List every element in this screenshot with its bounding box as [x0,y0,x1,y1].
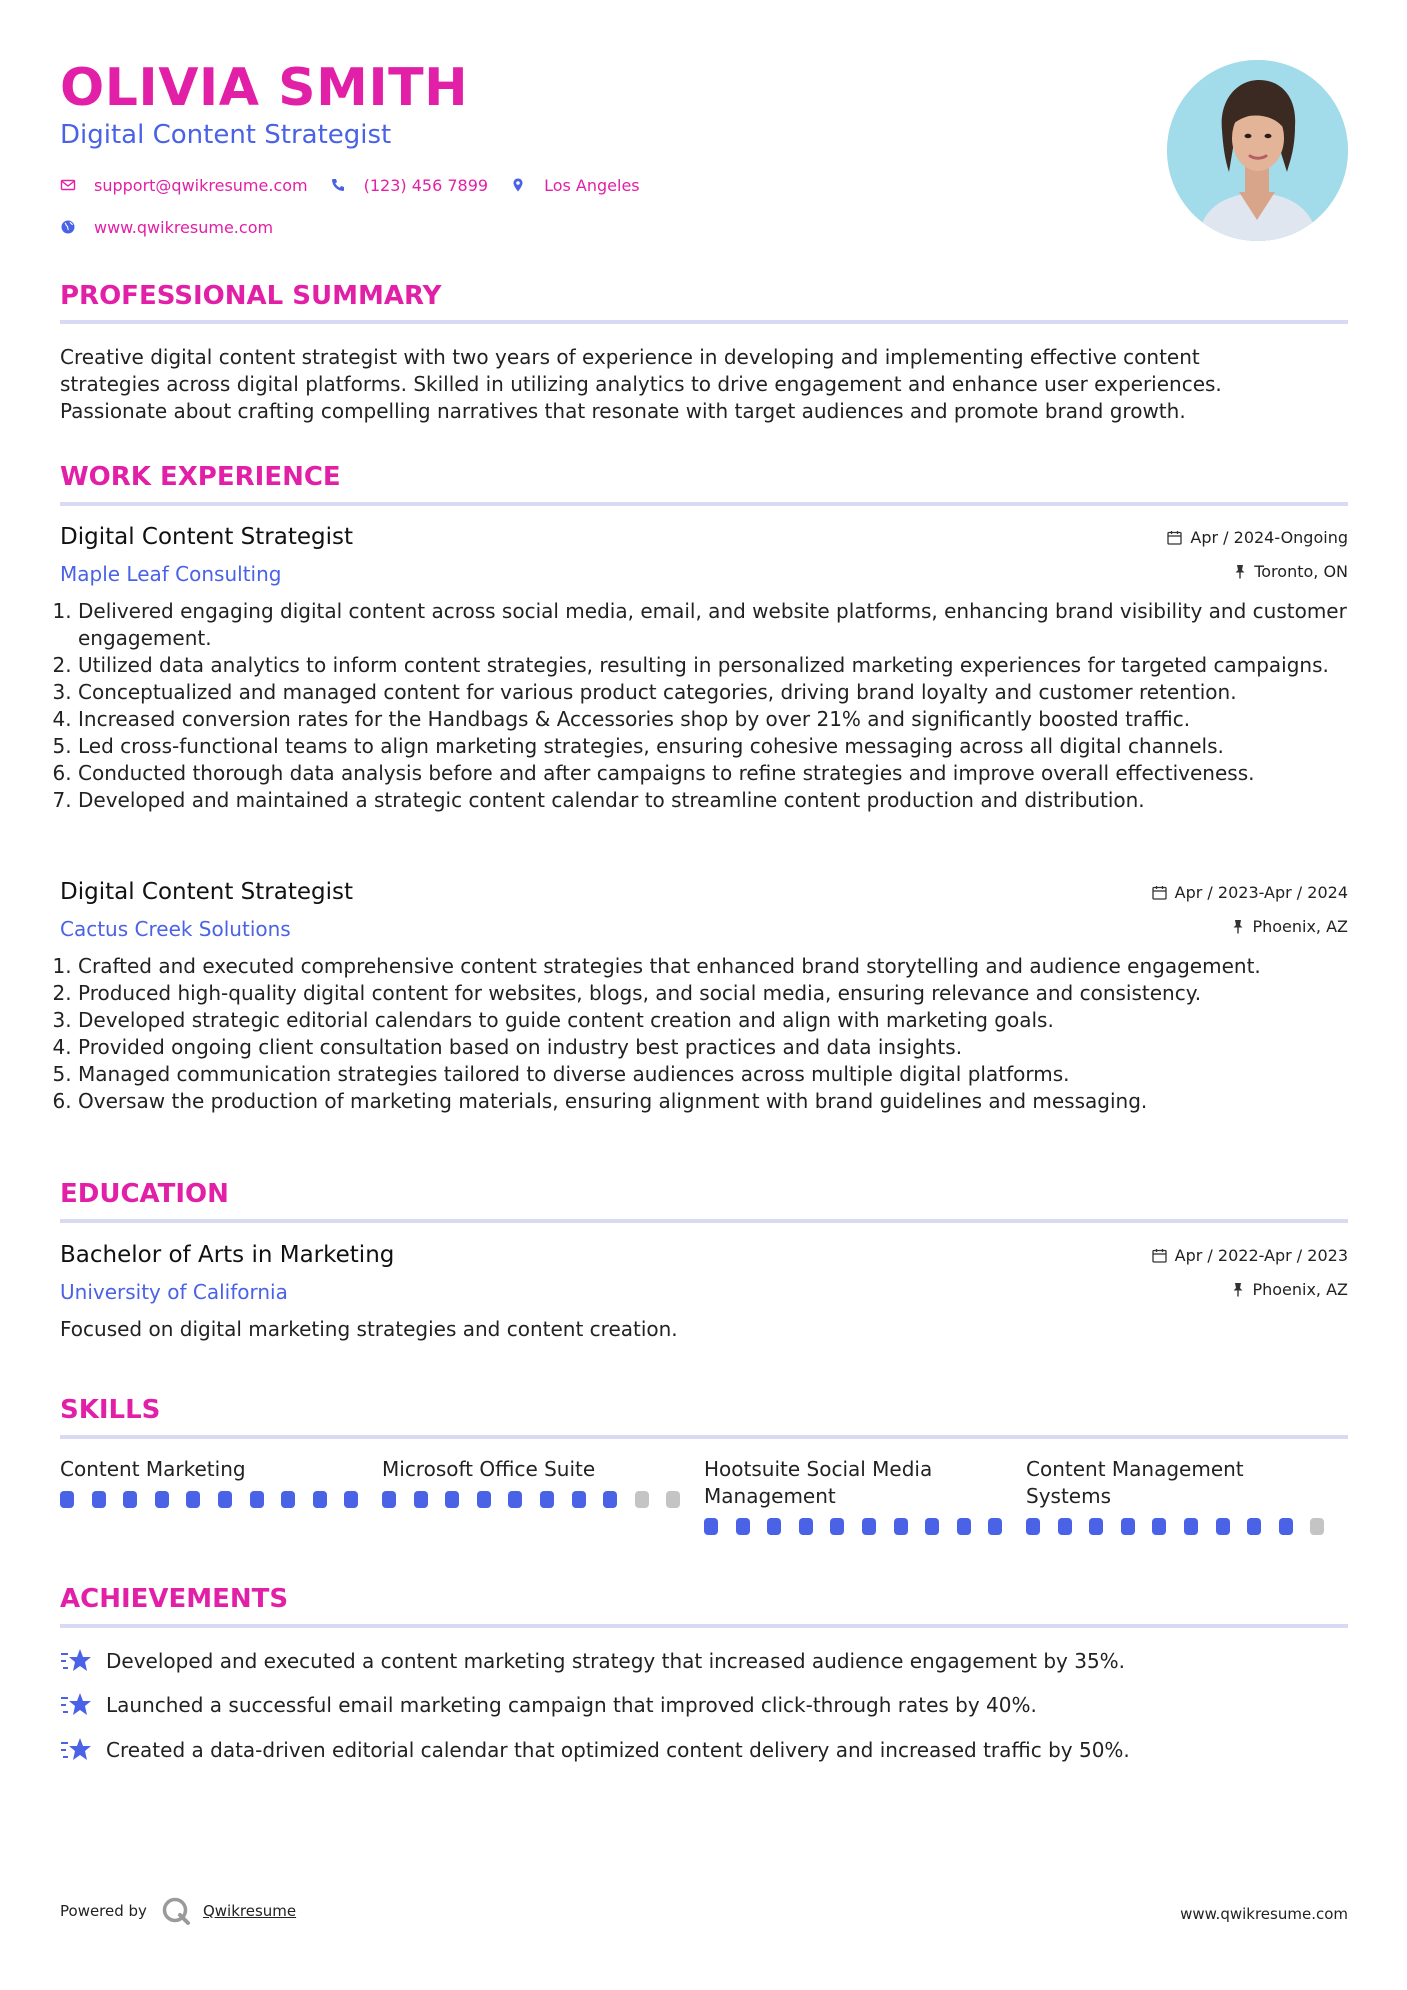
job-role: Digital Content Strategist [60,879,354,905]
skill-item [704,1456,1026,1535]
skill-dot-filled [1089,1518,1103,1535]
edu-description: Focused on digital marketing strategies and content creation. [60,1317,678,1341]
skill-dot-filled [767,1518,781,1535]
job-bullet: 6. Oversaw the production of marketing materials, ensuring alignment with brand guidelines and messaging. [78,1088,1348,1115]
edu-date-text: Apr / 2022-Apr / 2023 [1174,1246,1348,1265]
achievement-text: Developed and executed a content marketing strategy that increased audience engagement by 35%. [106,1649,1126,1673]
star-icon [60,1648,92,1674]
skill-item [382,1456,704,1535]
skill-dot-filled [1216,1518,1230,1535]
skill-dot-filled [508,1491,522,1508]
achievement-text: Launched a successful email marketing campaign that improved click-through rates by 40%. [106,1693,1037,1717]
achievement-text: Created a data-driven editorial calendar that optimized content delivery and increased traffic by 50%. [106,1738,1130,1762]
job-bullet: 4. Increased conversion rates for the Handbags & Accessories shop by over 21% and significantly boosted traffic. [78,706,1348,733]
contact-website[interactable]: www.qwikresume.com [94,217,274,237]
skill-dot-empty [666,1491,680,1508]
job-bullet: 6. Conducted thorough data analysis before and after campaigns to refine strategies and improve overall effectiveness. [78,760,1348,787]
achievement-item [60,1648,1348,1674]
skill-name: Content Marketing [60,1457,246,1481]
experience-entry [60,524,1348,814]
skill-dot-empty [1310,1518,1324,1535]
contact-email[interactable]: support@qwikresume.com [94,175,308,195]
skill-dot-filled [344,1491,358,1508]
candidate-title: Digital Content Strategist [60,120,392,150]
edu-location-text: Phoenix, AZ [1252,1280,1348,1299]
edu-location [1232,1280,1348,1299]
envelope-icon [60,177,76,193]
map-pin-icon [510,177,526,193]
experience-entry [60,879,1348,1115]
skill-dot-empty [635,1491,649,1508]
calendar-icon [1167,530,1182,545]
section-title-education: EDUCATION [60,1179,229,1209]
skill-name: Hootsuite Social Media Management [704,1457,933,1508]
job-bullet: 4. Provided ongoing client consultation based on industry best practices and data insights. [78,1034,1348,1061]
summary-text [60,344,1348,425]
skill-dot-filled [830,1518,844,1535]
skill-dot-filled [925,1518,939,1535]
contact-location: Los Angeles [544,175,640,195]
section-title-summary: PROFESSIONAL SUMMARY [60,281,442,311]
skills-list [60,1456,1348,1535]
skill-dot-filled [1184,1518,1198,1535]
job-company: Maple Leaf Consulting [60,562,282,586]
footer-brand-link[interactable]: Qwikresume [202,1902,297,1920]
skill-dot-filled [123,1491,137,1508]
skill-dot-filled [313,1491,327,1508]
skill-name: Microsoft Office Suite [382,1457,596,1481]
job-bullet: 2. Produced high-quality digital content for websites, blogs, and social media, ensuring relevance and consistency. [78,980,1348,1007]
job-bullet: 3. Conceptualized and managed content for various product categories, driving brand loyalty and customer retention. [78,679,1348,706]
skill-dot-filled [894,1518,908,1535]
skill-dot-filled [382,1491,396,1508]
section-divider [60,320,1348,324]
section-title-achievements: ACHIEVEMENTS [60,1584,289,1614]
skill-rating [1026,1518,1348,1535]
footer-powered-by [60,1896,296,1926]
skill-dot-filled [1121,1518,1135,1535]
pushpin-icon [1232,919,1244,934]
achievement-item [60,1692,1348,1718]
skill-rating [704,1518,1026,1535]
summary-line: strategies across digital platforms. Skilled in utilizing analytics to drive engagement and enhance user experiences. [60,372,1222,396]
skill-dot-filled [799,1518,813,1535]
powered-by-label: Powered by [60,1902,147,1920]
phone-icon [330,177,346,193]
section-divider [60,1219,1348,1223]
job-bullets [60,953,1348,1115]
skill-dot-filled [540,1491,554,1508]
skill-dot-filled [988,1518,1002,1535]
skill-dot-filled [186,1491,200,1508]
profile-photo [1167,60,1348,241]
job-company: Cactus Creek Solutions [60,917,291,941]
skill-dot-filled [704,1518,718,1535]
section-divider [60,1624,1348,1628]
skill-dot-filled [1279,1518,1293,1535]
edu-degree: Bachelor of Arts in Marketing [60,1242,395,1268]
star-icon [60,1737,92,1763]
job-bullet: 5. Managed communication strategies tailored to diverse audiences across multiple digital platforms. [78,1061,1348,1088]
job-role: Digital Content Strategist [60,524,354,550]
summary-line: Passionate about crafting compelling narratives that resonate with target audiences and promote brand growth. [60,399,1186,423]
section-title-experience: WORK EXPERIENCE [60,462,341,492]
pushpin-icon [1232,1282,1244,1297]
section-divider [60,502,1348,506]
job-bullet: 1. Delivered engaging digital content across social media, email, and website platforms, enhancing brand visibility and customer engagement. [78,598,1348,652]
job-bullet: 7. Developed and maintained a strategic content calendar to streamline content production and distribution. [78,787,1348,814]
job-bullets [60,598,1348,814]
calendar-icon [1152,885,1167,900]
education-entry [60,1242,1348,1343]
qwikresume-logo-icon [161,1896,191,1926]
edu-date [1152,1246,1348,1265]
skill-dot-filled [477,1491,491,1508]
job-date [1152,883,1348,902]
skill-dot-filled [92,1491,106,1508]
contact-phone[interactable]: (123) 456 7899 [363,175,489,195]
skill-dot-filled [281,1491,295,1508]
job-location-text: Phoenix, AZ [1252,917,1348,936]
portrait-illustration [1167,60,1348,241]
skill-name: Content Management Systems [1026,1457,1244,1508]
achievement-item [60,1737,1348,1763]
job-bullet: 2. Utilized data analytics to inform content strategies, resulting in personalized marketing experiences for targeted campaigns. [78,652,1348,679]
job-location [1232,917,1348,936]
calendar-icon [1152,1248,1167,1263]
job-bullet: 1. Crafted and executed comprehensive content strategies that enhanced brand storytelling and audience engagement. [78,953,1348,980]
job-date-text: Apr / 2024-Ongoing [1190,528,1348,547]
job-date-text: Apr / 2023-Apr / 2024 [1174,883,1348,902]
job-date [1167,528,1348,547]
skill-dot-filled [603,1491,617,1508]
skill-dot-filled [60,1491,74,1508]
skill-dot-filled [414,1491,428,1508]
skill-dot-filled [572,1491,586,1508]
skill-dot-filled [957,1518,971,1535]
skill-dot-filled [862,1518,876,1535]
job-location [1234,562,1348,581]
skill-dot-filled [250,1491,264,1508]
star-icon [60,1692,92,1718]
skill-dot-filled [155,1491,169,1508]
skill-dot-filled [736,1518,750,1535]
job-location-text: Toronto, ON [1254,562,1348,581]
skill-dot-filled [218,1491,232,1508]
section-divider [60,1435,1348,1439]
skill-item [60,1456,382,1535]
candidate-name: OLIVIA SMITH [60,58,469,118]
skill-item [1026,1456,1348,1535]
skill-rating [382,1491,704,1508]
skill-rating [60,1491,382,1508]
globe-icon [60,219,76,235]
footer-website[interactable]: www.qwikresume.com [1180,1905,1348,1923]
skill-dot-filled [1058,1518,1072,1535]
summary-line: Creative digital content strategist with two years of experience in developing and implementing effective content [60,345,1200,369]
edu-school: University of California [60,1280,288,1304]
skill-dot-filled [1247,1518,1261,1535]
job-bullet: 5. Led cross-functional teams to align marketing strategies, ensuring cohesive messaging across all digital channels. [78,733,1348,760]
section-title-skills: SKILLS [60,1395,161,1425]
contact-info [60,174,662,258]
skill-dot-filled [1026,1518,1040,1535]
skill-dot-filled [1152,1518,1166,1535]
pushpin-icon [1234,564,1246,579]
skill-dot-filled [445,1491,459,1508]
job-bullet: 3. Developed strategic editorial calendars to guide content creation and align with marketing goals. [78,1007,1348,1034]
